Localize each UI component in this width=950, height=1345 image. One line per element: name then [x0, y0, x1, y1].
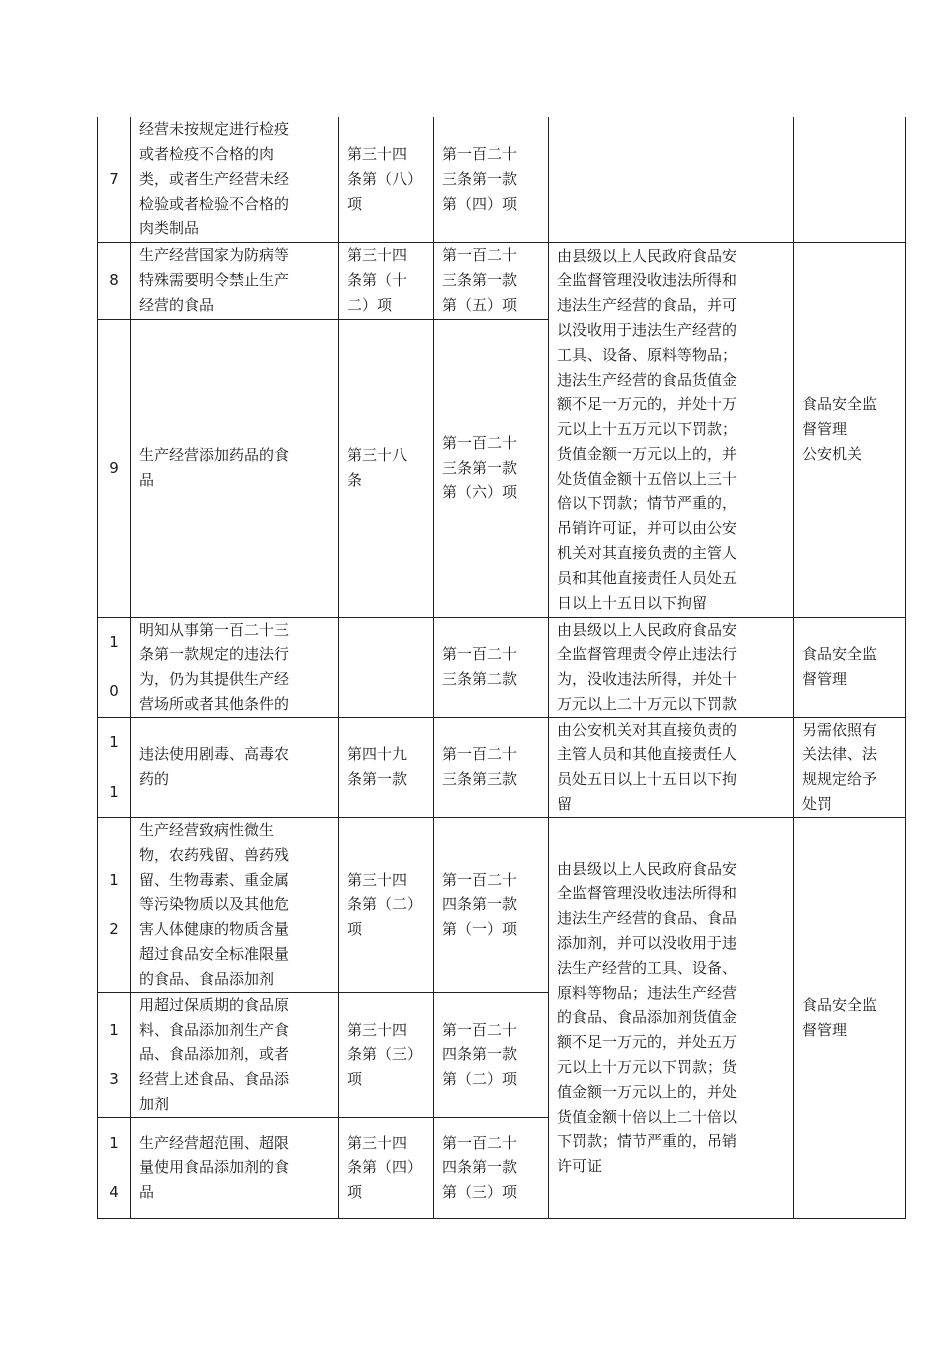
- row-number: 1 2: [98, 817, 131, 992]
- row-number: 9: [98, 319, 131, 617]
- violation-description: 违法使用剧毒、高毒农 药的: [131, 717, 339, 817]
- table-row: [98, 617, 906, 717]
- violation-description: 生产经营超范围、超限 量使用食品添加剂的食 品: [131, 1117, 339, 1218]
- violation-description: 生产经营致病性微生 物，农药残留、兽药残 留、生物毒素、重金属 等污染物质以及其他危 害人体健康的物质含量 超过食品安全标准限量 的食品、食品添加剂: [131, 817, 339, 992]
- violation-description: 生产经营国家为防病等 特殊需要明令禁止生产 经营的食品: [131, 242, 339, 319]
- penalty-clause: 第一百二十 三条第一款 第（四）项: [434, 117, 549, 242]
- table-row: [98, 717, 906, 817]
- penalty-description: 由县级以上人民政府食品安 全监督管理没收违法所得和 违法生产经营的食品、食品 添加剂，并可以没收用于违 法生产经营的工具、设备、 原料等物品；违法生产经营 的食品、食品添加剂货值金 额不足一万元的，并处五万 元以上十万元以下罚款；货 值金额一万元以上的，并处 货值金额十倍以上二十倍以 下罚款；情节严重的，吊销 许可证: [549, 817, 794, 1218]
- table-row: [98, 817, 906, 992]
- penalty-table: [97, 117, 906, 1219]
- penalty-description: 由县级以上人民政府食品安 全监督管理没收违法所得和 违法生产经营的食品，并可 以没收用于违法生产经营的 工具、设备、原料等物品； 违法生产经营的食品货值金 额不足一万元的，并处十万 元以上十五万元以下罚款； 货值金额一万元以上的，并 处货值金额十五倍以上三十 倍以下罚款；情节严重的， 吊销许可证，并可以由公安 机关对其直接负责的主管人 员和其他直接责任人员处五 日以上十五日以下拘留: [549, 242, 794, 617]
- table-row: [98, 242, 906, 319]
- violation-description: 明知从事第一百二十三 条第一款规定的违法行 为，仍为其提供生产经 营场所或者其他条件的: [131, 617, 339, 717]
- prohibition-clause: 第三十四 条第（十 二）项: [339, 242, 434, 319]
- row-number: 1 1: [98, 717, 131, 817]
- row-number: 1 4: [98, 1117, 131, 1218]
- penalty-description: 由县级以上人民政府食品安 全监督管理责令停止违法行 为，没收违法所得，并处十 万元以上二十万元以下罚款: [549, 617, 794, 717]
- prohibition-clause: 第四十九 条第一款: [339, 717, 434, 817]
- violation-description: 用超过保质期的食品原 料、食品添加剂生产食 品、食品添加剂，或者 经营上述食品、食品添 加剂: [131, 992, 339, 1117]
- prohibition-clause: 第三十四 条第（八） 项: [339, 117, 434, 242]
- row-number: 7: [98, 117, 131, 242]
- prohibition-clause: [339, 617, 434, 717]
- penalty-clause: 第一百二十 三条第二款: [434, 617, 549, 717]
- penalty-clause: 第一百二十 四条第一款 第（三）项: [434, 1117, 549, 1218]
- enforcement-authority: [794, 117, 906, 242]
- row-number: 1 0: [98, 617, 131, 717]
- prohibition-clause: 第三十四 条第（二） 项: [339, 817, 434, 992]
- penalty-description: 由公安机关对其直接负责的 主管人员和其他直接责任人 员处五日以上十五日以下拘 留: [549, 717, 794, 817]
- prohibition-clause: 第三十八 条: [339, 319, 434, 617]
- enforcement-authority: 食品安全监 督管理: [794, 617, 906, 717]
- penalty-clause: 第一百二十 三条第三款: [434, 717, 549, 817]
- violation-description: 生产经营添加药品的食 品: [131, 319, 339, 617]
- penalty-clause: 第一百二十 三条第一款 第（五）项: [434, 242, 549, 319]
- table-row: [98, 117, 906, 242]
- violation-description: 经营未按规定进行检疫 或者检疫不合格的肉 类，或者生产经营未经 检验或者检验不合格的 肉类制品: [131, 117, 339, 242]
- penalty-clause: 第一百二十 四条第一款 第（一）项: [434, 817, 549, 992]
- enforcement-authority: 食品安全监 督管理 公安机关: [794, 242, 906, 617]
- row-number: 1 3: [98, 992, 131, 1117]
- row-number: 8: [98, 242, 131, 319]
- penalty-clause: 第一百二十 三条第一款 第（六）项: [434, 319, 549, 617]
- penalty-clause: 第一百二十 四条第一款 第（二）项: [434, 992, 549, 1117]
- enforcement-authority: 食品安全监 督管理: [794, 817, 906, 1218]
- prohibition-clause: 第三十四 条第（三） 项: [339, 992, 434, 1117]
- penalty-description: [549, 117, 794, 242]
- prohibition-clause: 第三十四 条第（四） 项: [339, 1117, 434, 1218]
- enforcement-authority: 另需依照有 关法律、法 规规定给予 处罚: [794, 717, 906, 817]
